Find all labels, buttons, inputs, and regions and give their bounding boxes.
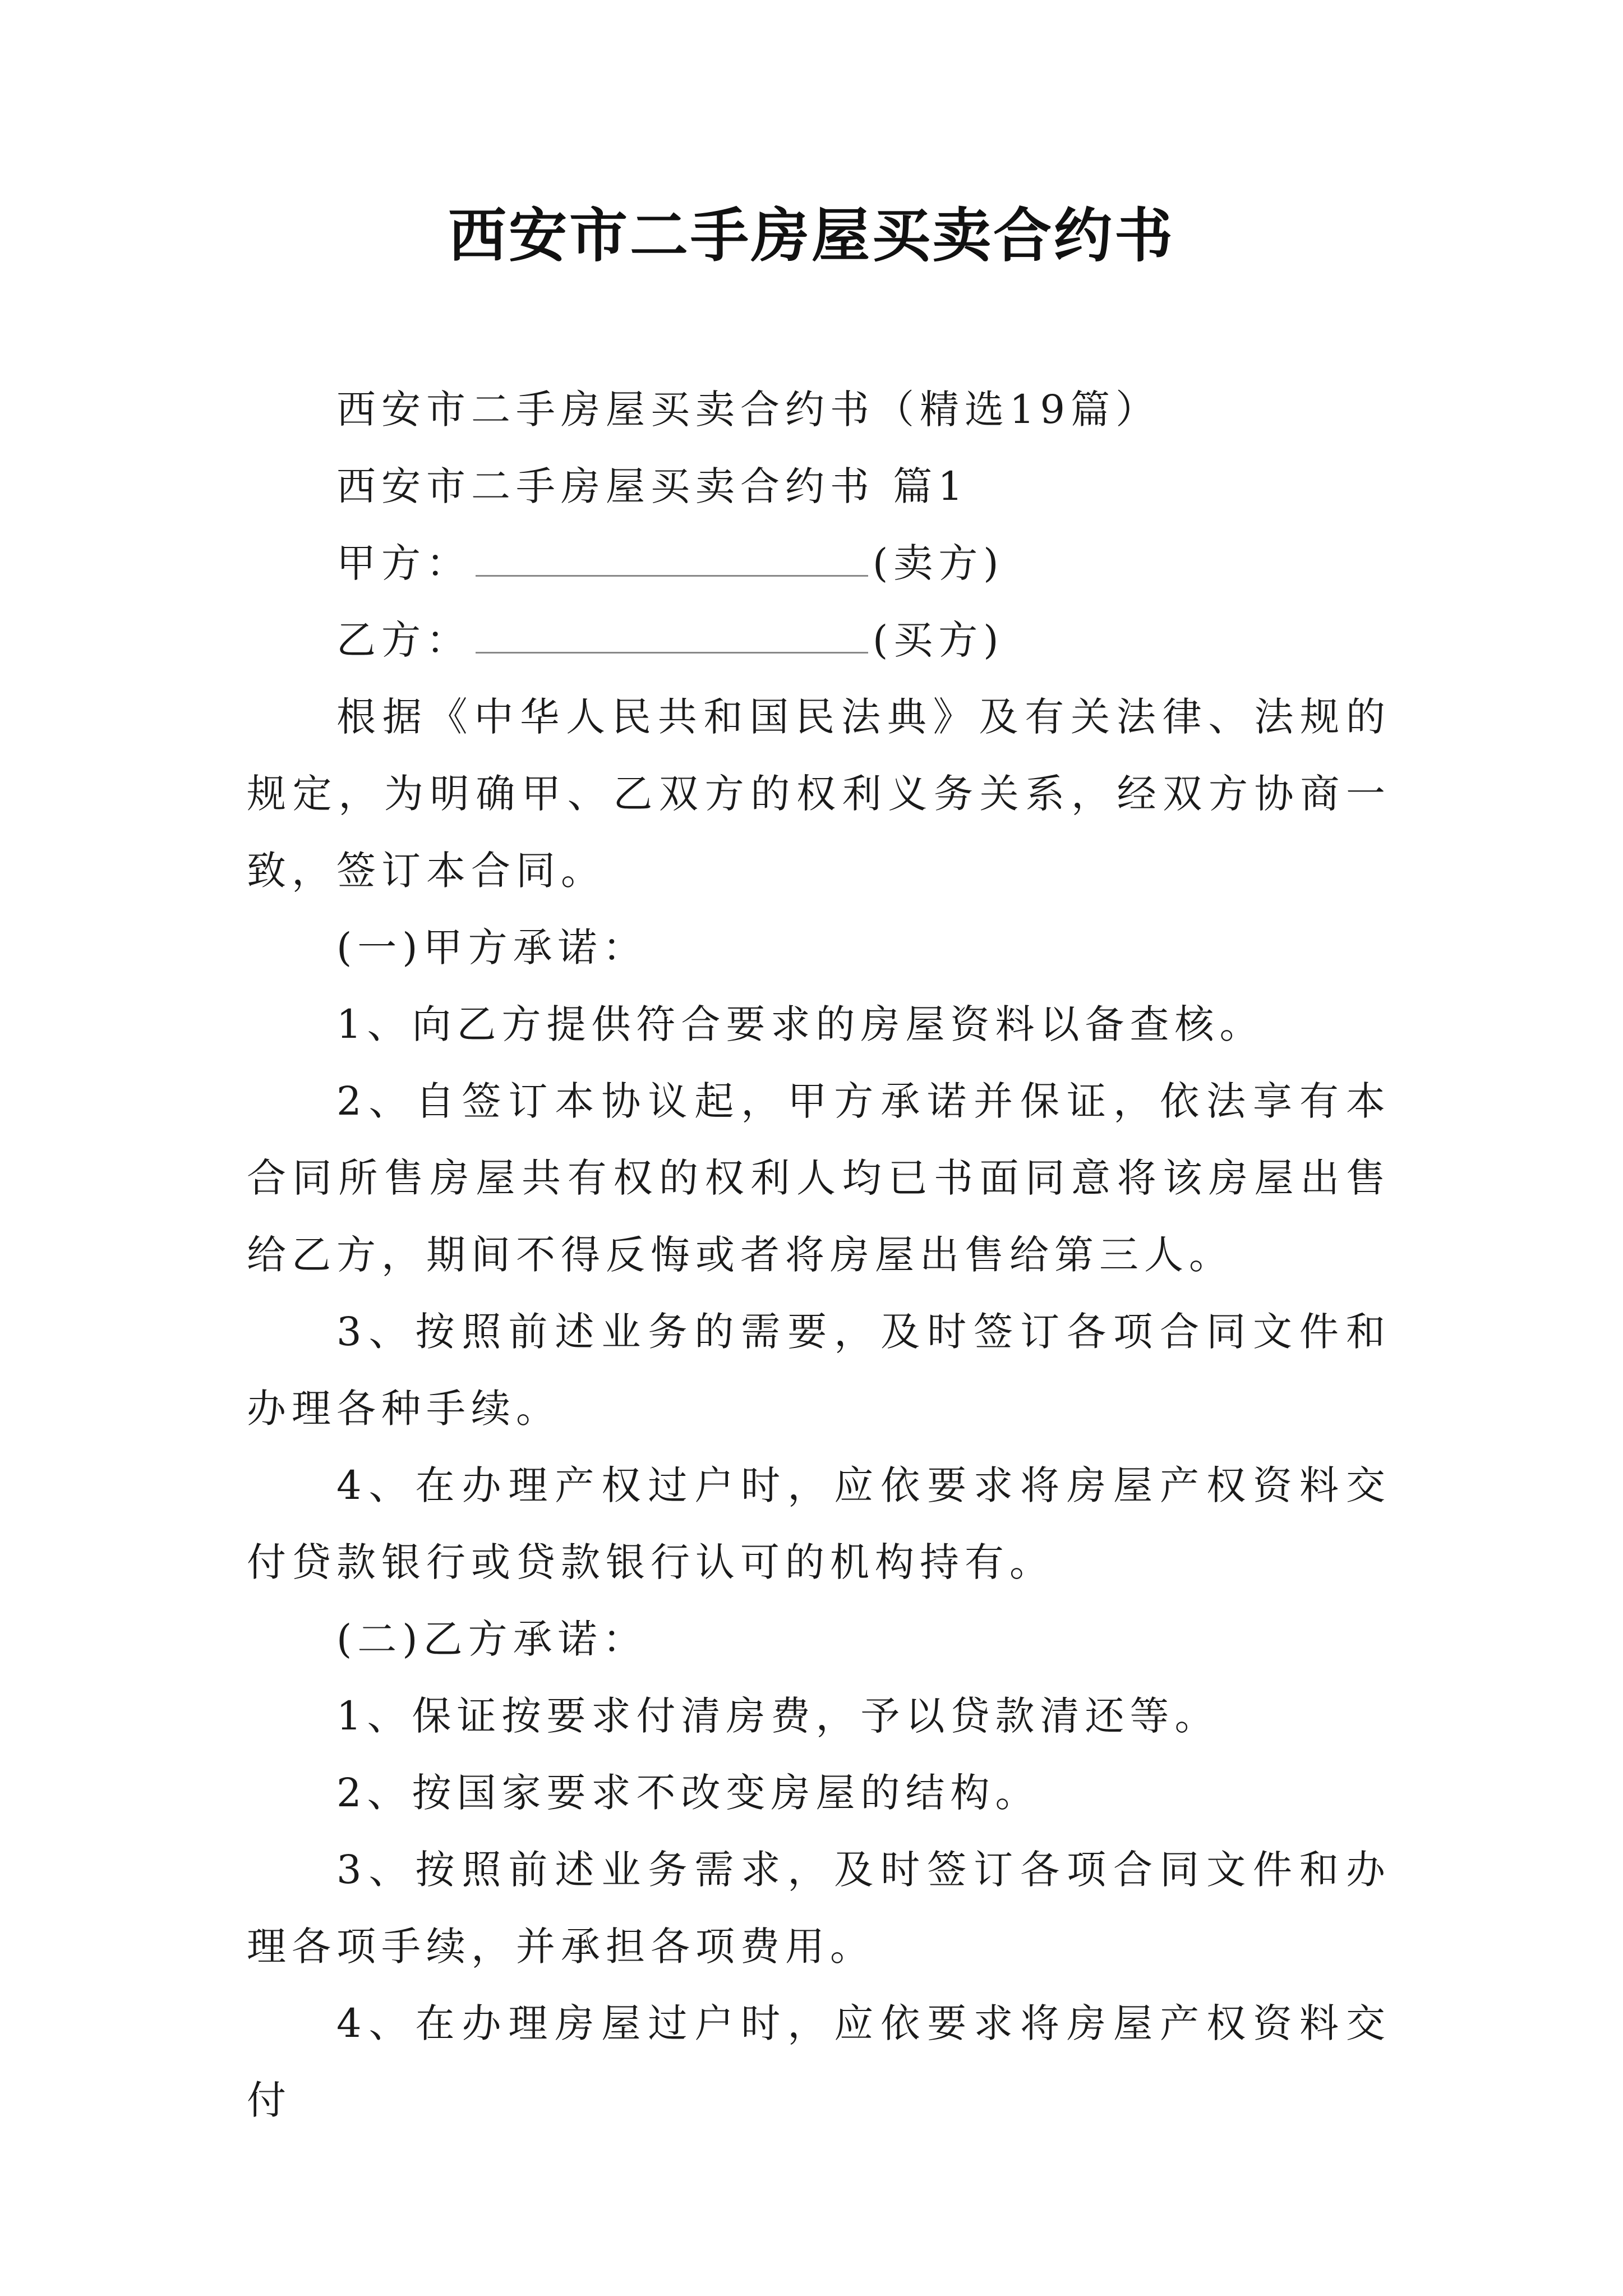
document-title: 西安市二手房屋买卖合约书 [448,201,1175,270]
paragraph-party-b-heading: (二)乙方承诺： [336,1616,648,1662]
paragraph-preamble: 根据《中华人民共和国民法典》及有关法律、法规的规定，为明确甲、乙双方的权利义务关系，经双方协商一致，签订本合同。 [247,694,1391,894]
paragraph-b-item-4: 4、在办理房屋过户时，应依要求将房屋产权资料交付 [247,2000,1391,2123]
paragraph-collection-title: 西安市二手房屋买卖合约书（精选19篇） [336,386,1161,432]
paragraph-a-item-3: 3、按照前述业务的需要，及时签订各项合同文件和办理各种手续。 [247,1309,1391,1432]
paragraph-section-heading: 西安市二手房屋买卖合约书 篇1 [336,463,969,509]
party-b-line [247,602,1391,679]
paragraph-b-item-3: 3、按照前述业务需求，及时签订各项合同文件和办理各项手续，并承担各项费用。 [247,1847,1391,1970]
party-a-label: 甲方： [336,540,471,586]
document-body [247,371,1391,2139]
paragraph-a-item-2: 2、自签订本协议起，甲方承诺并保证，依法享有本合同所售房屋共有权的权利人均已书面同意将该房屋出售给乙方，期间不得反悔或者将房屋出售给第三人。 [247,1078,1391,1278]
party-a-role: (卖方) [873,540,1004,586]
paragraph-a-item-1: 1、向乙方提供符合要求的房屋资料以备查核。 [336,1001,1265,1047]
paragraph-a-item-4: 4、在办理产权过户时，应依要求将房屋产权资料交付贷款银行或贷款银行认可的机构持有。 [247,1462,1391,1585]
party-b-role: (买方) [873,617,1004,663]
paragraph-party-a-heading: (一)甲方承诺： [336,924,648,970]
party-a-line [247,525,1391,602]
paragraph-b-item-2: 2、按国家要求不改变房屋的结构。 [336,1770,1040,1816]
party-a-blank [476,536,868,577]
party-b-blank [476,613,868,654]
party-b-label: 乙方： [336,617,471,663]
paragraph-b-item-1: 1、保证按要求付清房费，予以贷款清还等。 [336,1693,1220,1739]
